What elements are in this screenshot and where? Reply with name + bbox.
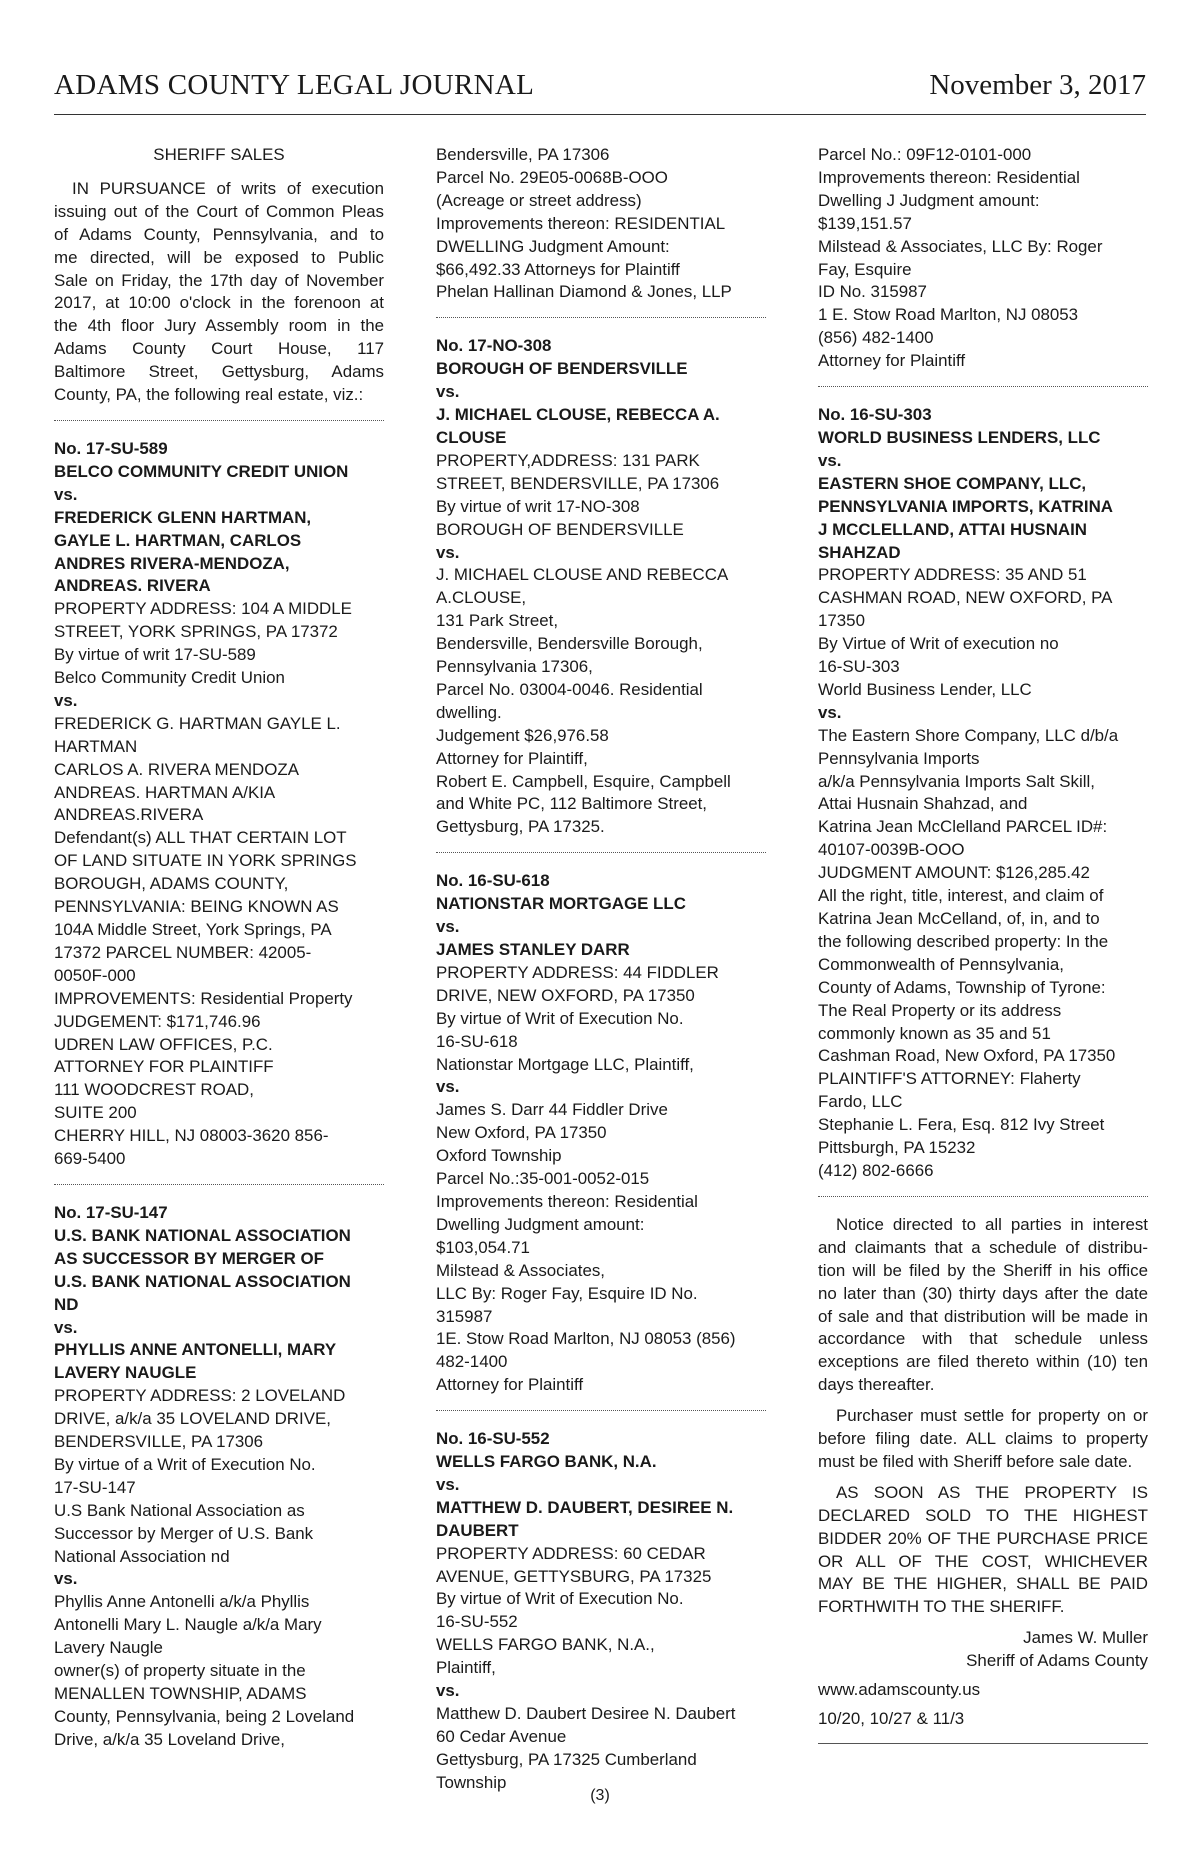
listing-line: PROPERTY ADDRESS: 35 AND 51 bbox=[818, 565, 1087, 585]
listing-line: DRIVE, NEW OXFORD, PA 17350 bbox=[436, 985, 695, 1005]
notice-line: OR ALL OF THE COST, WHICHEVER bbox=[818, 1551, 1148, 1571]
sale-listing-16-su-618 bbox=[436, 870, 766, 1397]
listing-line: 131 Park Street, bbox=[436, 611, 559, 631]
listing-line: Fardo, LLC bbox=[818, 1092, 903, 1112]
listing-line: PROPERTY ADDRESS: 60 CEDAR bbox=[436, 1543, 706, 1563]
listing-line: 1E. Stow Road Marlton, NJ 08053 (856) bbox=[436, 1329, 736, 1349]
versus: vs. bbox=[436, 382, 460, 402]
column-1 bbox=[54, 144, 384, 1752]
case-number: No. 16-SU-552 bbox=[436, 1429, 550, 1449]
listing-line: 17-SU-147 bbox=[54, 1477, 136, 1497]
notice-line: Notice directed to all parties in interest bbox=[836, 1214, 1148, 1234]
listing-line: A.CLOUSE, bbox=[436, 588, 527, 608]
defendant: DAUBERT bbox=[436, 1520, 519, 1540]
notice-line: must be filed with Sheriff before sale date. bbox=[818, 1451, 1133, 1471]
intro-line: me directed, will be exposed to Public bbox=[54, 247, 384, 267]
listing-line: PROPERTY ADDRESS: 44 FIDDLER bbox=[436, 962, 719, 982]
listing-line: 16-SU-552 bbox=[436, 1612, 518, 1632]
listing-line: Improvements thereon: RESIDENTIAL bbox=[436, 213, 726, 233]
notice-line: BIDDER 20% OF THE PURCHASE PRICE bbox=[818, 1528, 1148, 1548]
intro-paragraph bbox=[54, 178, 384, 407]
case-number: No. 17-SU-589 bbox=[54, 438, 168, 458]
listing-line: Attorney for Plaintiff, bbox=[436, 748, 588, 768]
page-number: (3) bbox=[590, 1787, 610, 1804]
listing-line: Attai Husnain Shahzad, and bbox=[818, 794, 1028, 814]
notice-line: and claimants that a schedule of distribu- bbox=[818, 1237, 1148, 1257]
listing-line: Robert E. Campbell, Esquire, Campbell bbox=[436, 771, 731, 791]
listing-line: National Association nd bbox=[54, 1546, 230, 1566]
listing-line: Phyllis Anne Antonelli a/k/a Phyllis bbox=[54, 1592, 310, 1612]
listing-line: Bendersville, PA 17306 bbox=[436, 145, 610, 164]
listing-line: FREDERICK G. HARTMAN GAYLE L. bbox=[54, 713, 341, 733]
plaintiff: AS SUCCESSOR BY MERGER OF bbox=[54, 1248, 324, 1268]
listing-line: 60 Cedar Avenue bbox=[436, 1726, 567, 1746]
column-2 bbox=[436, 144, 766, 1795]
listing-line: By Virtue of Writ of execution no bbox=[818, 634, 1059, 654]
listing-line: By virtue of writ 17-NO-308 bbox=[436, 496, 640, 516]
listing-line: Katrina Jean McClelland PARCEL ID#: bbox=[818, 817, 1108, 837]
defendant: MATTHEW D. DAUBERT, DESIREE N. bbox=[436, 1497, 734, 1517]
listing-line: HARTMAN bbox=[54, 736, 138, 756]
listing-line: Commonwealth of Pennsylvania, bbox=[818, 954, 1064, 974]
listing-line: DRIVE, a/k/a 35 LOVELAND DRIVE, bbox=[54, 1409, 331, 1429]
defendant: FREDERICK GLENN HARTMAN, bbox=[54, 507, 312, 527]
listing-line: PROPERTY,ADDRESS: 131 PARK bbox=[436, 450, 700, 470]
listing-line: BOROUGH OF BENDERSVILLE bbox=[436, 519, 684, 539]
listing-line: Township bbox=[436, 1772, 507, 1792]
listing-line: DWELLING Judgment Amount: bbox=[436, 236, 670, 256]
listing-line: owner(s) of property situate in the bbox=[54, 1661, 306, 1681]
listing-line: Attorney for Plaintiff bbox=[818, 351, 966, 371]
listing-line: PENNSYLVANIA: BEING KNOWN AS bbox=[54, 897, 339, 917]
intro-line: Sale on Friday, the 17th day of November bbox=[54, 270, 384, 290]
intro-line: Adams County Court House, 117 bbox=[54, 339, 384, 359]
listing-line: Bendersville, Bendersville Borough, bbox=[436, 634, 703, 654]
intro-line: issuing out of the Court of Common Pleas bbox=[54, 201, 384, 221]
listing-line: Dwelling J Judgment amount: bbox=[818, 190, 1040, 210]
listing-line: Improvements thereon: Residential bbox=[818, 167, 1080, 187]
dotted-separator bbox=[54, 1184, 384, 1185]
versus: vs. bbox=[436, 917, 460, 937]
plaintiff: U.S. BANK NATIONAL ASSOCIATION bbox=[54, 1225, 351, 1245]
listing-line: commonly known as 35 and 51 bbox=[818, 1023, 1051, 1043]
notice-distribution-schedule bbox=[818, 1214, 1148, 1397]
listing-line: Oxford Township bbox=[436, 1146, 562, 1166]
defendant: JAMES STANLEY DARR bbox=[436, 940, 630, 959]
listing-line: JUDGEMENT: $171,746.96 bbox=[54, 1011, 261, 1031]
listing-line: PROPERTY ADDRESS: 2 LOVELAND bbox=[54, 1386, 346, 1406]
listing-continuation bbox=[818, 144, 1148, 373]
notice-line: FORTHWITH TO THE SHERIFF. bbox=[818, 1597, 1065, 1617]
listing-line: PROPERTY ADDRESS: 104 A MIDDLE bbox=[54, 599, 352, 619]
listing-line: WELLS FARGO BANK, N.A., bbox=[436, 1635, 655, 1655]
listing-line: (412) 802-6666 bbox=[818, 1160, 934, 1180]
listing-line: ANDREAS. HARTMAN A/KIA bbox=[54, 782, 276, 802]
listing-line: CASHMAN ROAD, NEW OXFORD, PA bbox=[818, 588, 1113, 608]
sale-listing-17-no-308 bbox=[436, 335, 766, 839]
notice-line: accordance with that schedule unless bbox=[818, 1329, 1148, 1349]
defendant: J. MICHAEL CLOUSE, REBECCA A. bbox=[436, 405, 720, 425]
listing-line: UDREN LAW OFFICES, P.C. bbox=[54, 1034, 273, 1054]
listing-line: CHERRY HILL, NJ 08003-3620 856- bbox=[54, 1126, 329, 1146]
listing-line: Pennsylvania 17306, bbox=[436, 657, 593, 677]
intro-line: Baltimore Street, Gettysburg, Adams bbox=[54, 362, 384, 382]
listing-line: 104A Middle Street, York Springs, PA bbox=[54, 920, 332, 939]
listing-line: 111 WOODCREST ROAD, bbox=[54, 1080, 254, 1100]
listing-line: $103,054.71 bbox=[436, 1237, 530, 1257]
listing-line: Judgement $26,976.58 bbox=[436, 725, 609, 745]
sale-listing-17-su-589 bbox=[54, 438, 384, 1171]
plaintiff: U.S. BANK NATIONAL ASSOCIATION bbox=[54, 1271, 351, 1291]
listing-line: Gettysburg, PA 17325 Cumberland bbox=[436, 1749, 697, 1769]
listing-line: 16-SU-618 bbox=[436, 1031, 518, 1051]
sale-listing-16-su-552 bbox=[436, 1428, 766, 1795]
dotted-separator bbox=[436, 317, 766, 318]
listing-line: BOROUGH, ADAMS COUNTY, bbox=[54, 874, 289, 894]
listing-line: Phelan Hallinan Diamond & Jones, LLP bbox=[436, 282, 732, 302]
defendant: ANDRES RIVERA-MENDOZA, bbox=[54, 553, 290, 573]
listing-line: Drive, a/k/a 35 Loveland Drive, bbox=[54, 1729, 285, 1749]
listing-line: Lavery Naugle bbox=[54, 1638, 163, 1658]
publication-dates: 10/20, 10/27 & 11/3 bbox=[818, 1709, 965, 1728]
listing-line: Dwelling Judgment amount: bbox=[436, 1214, 645, 1234]
listing-line: Parcel No. 29E05-0068B-OOO bbox=[436, 167, 668, 187]
listing-line: Fay, Esquire bbox=[818, 259, 912, 279]
listing-line: dwelling. bbox=[436, 702, 502, 722]
listing-line: STREET, YORK SPRINGS, PA 17372 bbox=[54, 622, 338, 642]
listing-line: vs. bbox=[54, 690, 78, 710]
case-number: No. 17-NO-308 bbox=[436, 336, 552, 356]
listing-line: 1 E. Stow Road Marlton, NJ 08053 bbox=[818, 305, 1079, 325]
listing-line: AVENUE, GETTYSBURG, PA 17325 bbox=[436, 1566, 712, 1586]
listing-line: BENDERSVILLE, PA 17306 bbox=[54, 1432, 264, 1452]
plaintiff: ND bbox=[54, 1294, 79, 1314]
plaintiff: NATIONSTAR MORTGAGE LLC bbox=[436, 894, 686, 914]
listing-line: LLC By: Roger Fay, Esquire ID No. bbox=[436, 1283, 698, 1303]
listing-line: Milstead & Associates, bbox=[436, 1260, 605, 1280]
listing-line: Nationstar Mortgage LLC, Plaintiff, bbox=[436, 1054, 694, 1074]
listing-line: Parcel No.: 09F12-0101-000 bbox=[818, 145, 1032, 164]
listing-line: CARLOS A. RIVERA MENDOZA bbox=[54, 759, 299, 779]
defendant: EASTERN SHOE COMPANY, LLC, bbox=[818, 473, 1087, 493]
issue-date: November 3, 2017 bbox=[929, 69, 1146, 101]
dotted-separator bbox=[818, 386, 1148, 387]
listing-line: a/k/a Pennsylvania Imports Salt Skill, bbox=[818, 771, 1095, 791]
listing-line: 17350 bbox=[818, 611, 865, 631]
listing-line: 315987 bbox=[436, 1306, 493, 1326]
dotted-separator bbox=[436, 1410, 766, 1411]
notice-line: DECLARED SOLD TO THE HIGHEST bbox=[818, 1505, 1148, 1525]
versus: vs. bbox=[436, 1681, 460, 1701]
notice-line: Purchaser must settle for property on or bbox=[836, 1406, 1148, 1426]
listing-line: Defendant(s) ALL THAT CERTAIN LOT bbox=[54, 828, 347, 848]
intro-line: the 4th floor Jury Assembly room in the bbox=[54, 316, 384, 336]
dotted-separator bbox=[436, 852, 766, 853]
defendant: LAVERY NAUGLE bbox=[54, 1363, 197, 1383]
notice-line: days thereafter. bbox=[818, 1375, 935, 1395]
versus: vs. bbox=[436, 1474, 460, 1494]
versus: vs. bbox=[54, 1317, 78, 1337]
listing-line: U.S Bank National Association as bbox=[54, 1500, 305, 1520]
listing-line: 0050F-000 bbox=[54, 965, 136, 985]
listing-line: MENALLEN TOWNSHIP, ADAMS bbox=[54, 1684, 307, 1703]
listing-line: Gettysburg, PA 17325. bbox=[436, 817, 605, 837]
listing-line: STREET, BENDERSVILLE, PA 17306 bbox=[436, 473, 720, 493]
listing-line: Stephanie L. Fera, Esq. 812 Ivy Street bbox=[818, 1115, 1105, 1135]
listing-line: World Business Lender, LLC bbox=[818, 679, 1032, 699]
notice-line: no later than (30) thirty days after the date bbox=[818, 1283, 1148, 1303]
plaintiff: BELCO COMMUNITY CREDIT UNION bbox=[54, 461, 349, 481]
intro-line: County, PA, the following real estate, viz.: bbox=[54, 385, 364, 405]
listing-line: Parcel No.:35-001-0052-015 bbox=[436, 1169, 650, 1189]
defendant: J MCCLELLAND, ATTAI HUSNAIN bbox=[818, 519, 1087, 539]
sheriff-signature-title: Sheriff of Adams County bbox=[966, 1651, 1148, 1671]
journal-title: ADAMS COUNTY LEGAL JOURNAL bbox=[54, 69, 535, 101]
listing-line: JUDGMENT AMOUNT: $126,285.42 bbox=[818, 863, 1090, 883]
listing-line: $139,151.57 bbox=[818, 213, 912, 233]
sale-listing-17-su-147 bbox=[54, 1202, 384, 1752]
listing-line: and White PC, 112 Baltimore Street, bbox=[436, 794, 708, 814]
defendant: SHAHZAD bbox=[818, 542, 901, 562]
journal-header bbox=[54, 66, 1146, 115]
notice-line: tion will be filed by the Sheriff in his office bbox=[818, 1260, 1148, 1280]
dotted-separator bbox=[818, 1196, 1148, 1197]
case-number: No. 16-SU-618 bbox=[436, 871, 550, 891]
listing-line: PLAINTIFF'S ATTORNEY: Flaherty bbox=[818, 1069, 1081, 1089]
listing-line: 17372 PARCEL NUMBER: 42005- bbox=[54, 942, 312, 962]
listing-line: By virtue of Writ of Execution No. bbox=[436, 1008, 684, 1028]
versus: vs. bbox=[818, 450, 842, 470]
listing-line: 16-SU-303 bbox=[818, 657, 900, 677]
listing-line: Pittsburgh, PA 15232 bbox=[818, 1138, 976, 1158]
listing-continuation bbox=[436, 144, 766, 304]
listing-line: The Real Property or its address bbox=[818, 1000, 1062, 1020]
listing-line: ID No. 315987 bbox=[818, 282, 927, 302]
listing-line: Pennsylvania Imports bbox=[818, 748, 980, 768]
versus: vs. bbox=[436, 1077, 460, 1097]
case-number: No. 17-SU-147 bbox=[54, 1202, 168, 1222]
listing-line: J. MICHAEL CLOUSE AND REBECCA bbox=[436, 565, 729, 585]
plaintiff: WELLS FARGO BANK, N.A. bbox=[436, 1452, 657, 1472]
notice-payment-terms bbox=[818, 1482, 1148, 1619]
listing-line: Katrina Jean McCelland, of, in, and to bbox=[818, 909, 1100, 928]
case-number: No. 16-SU-303 bbox=[818, 405, 932, 425]
defendant: PHYLLIS ANNE ANTONELLI, MARY bbox=[54, 1340, 337, 1360]
listing-line: ATTORNEY FOR PLAINTIFF bbox=[54, 1057, 274, 1077]
listing-line: By virtue of Writ of Execution No. bbox=[436, 1589, 684, 1609]
defendant: GAYLE L. HARTMAN, CARLOS bbox=[54, 530, 302, 550]
versus: vs. bbox=[54, 1569, 78, 1589]
listing-line: County of Adams, Township of Tyrone: bbox=[818, 977, 1106, 997]
sheriff-signature-name: James W. Muller bbox=[1023, 1628, 1148, 1648]
listing-line: James S. Darr 44 Fiddler Drive bbox=[436, 1100, 668, 1120]
listing-line: New Oxford, PA 17350 bbox=[436, 1123, 607, 1143]
listing-line: Antonelli Mary L. Naugle a/k/a Mary bbox=[54, 1615, 322, 1635]
listing-line: ANDREAS.RIVERA bbox=[54, 805, 204, 825]
listing-line: vs. bbox=[436, 542, 460, 562]
notice-line: exceptions are filed thereto within (10) ten bbox=[818, 1352, 1148, 1372]
listing-line: the following described property: In the bbox=[818, 931, 1109, 951]
notice-line: of sale and that distribution will be made in bbox=[818, 1306, 1148, 1326]
listing-line: County, Pennsylvania, being 2 Loveland bbox=[54, 1706, 355, 1726]
notice-line: AS SOON AS THE PROPERTY IS bbox=[836, 1482, 1148, 1502]
defendant: ANDREAS. RIVERA bbox=[54, 576, 211, 596]
listing-line: (856) 482-1400 bbox=[818, 328, 934, 348]
sale-listing-16-su-303 bbox=[818, 404, 1148, 1183]
listing-line: Successor by Merger of U.S. Bank bbox=[54, 1523, 314, 1543]
dotted-separator bbox=[54, 420, 384, 421]
listing-line: Cashman Road, New Oxford, PA 17350 bbox=[818, 1046, 1116, 1066]
listing-line: IMPROVEMENTS: Residential Property bbox=[54, 988, 353, 1008]
plaintiff: BOROUGH OF BENDERSVILLE bbox=[436, 359, 688, 379]
listing-line: Parcel No. 03004-0046. Residential bbox=[436, 679, 703, 699]
listing-line: Plaintiff, bbox=[436, 1658, 496, 1678]
versus: vs. bbox=[54, 484, 78, 504]
listing-line: $66,492.33 Attorneys for Plaintiff bbox=[436, 259, 680, 279]
listing-line: The Eastern Shore Company, LLC d/b/a bbox=[818, 725, 1119, 745]
plaintiff: WORLD BUSINESS LENDERS, LLC bbox=[818, 427, 1101, 447]
listing-line: 40107-0039B-OOO bbox=[818, 840, 965, 860]
column-3 bbox=[818, 144, 1148, 1744]
notice-line: MAY BE THE HIGHER, SHALL BE PAID bbox=[818, 1574, 1148, 1594]
listing-line: 482-1400 bbox=[436, 1352, 508, 1372]
end-rule bbox=[818, 1743, 1148, 1744]
notice-line: before filing date. ALL claims to property bbox=[818, 1429, 1148, 1449]
listing-line: 669-5400 bbox=[54, 1149, 126, 1169]
listing-line: Attorney for Plaintiff bbox=[436, 1375, 584, 1395]
listing-line: Matthew D. Daubert Desiree N. Daubert bbox=[436, 1704, 736, 1723]
notice-settlement bbox=[818, 1405, 1148, 1474]
intro-line: IN PURSUANCE of writs of execution bbox=[72, 178, 384, 198]
listing-line: Improvements thereon: Residential bbox=[436, 1191, 698, 1211]
versus: vs. bbox=[818, 702, 842, 722]
defendant: CLOUSE bbox=[436, 427, 507, 447]
listing-line: By virtue of a Writ of Execution No. bbox=[54, 1454, 316, 1474]
listing-line: By virtue of writ 17-SU-589 bbox=[54, 645, 256, 665]
listing-line: SUITE 200 bbox=[54, 1103, 137, 1123]
listing-line: OF LAND SITUATE IN YORK SPRINGS bbox=[54, 851, 357, 871]
county-website: www.adamscounty.us bbox=[818, 1680, 981, 1700]
listing-line: All the right, title, interest, and claim of bbox=[818, 886, 1104, 906]
intro-line: 2017, at 10:00 o'clock in the forenoon at bbox=[54, 293, 384, 313]
listing-line: Milstead & Associates, LLC By: Roger bbox=[818, 236, 1103, 256]
defendant: PENNSYLVANIA IMPORTS, KATRINA bbox=[818, 496, 1113, 516]
listing-line: Belco Community Credit Union bbox=[54, 668, 285, 688]
section-heading: SHERIFF SALES bbox=[153, 145, 285, 164]
listing-line: (Acreage or street address) bbox=[436, 190, 642, 210]
intro-line: of Adams County, Pennsylvania, and to bbox=[54, 224, 384, 244]
